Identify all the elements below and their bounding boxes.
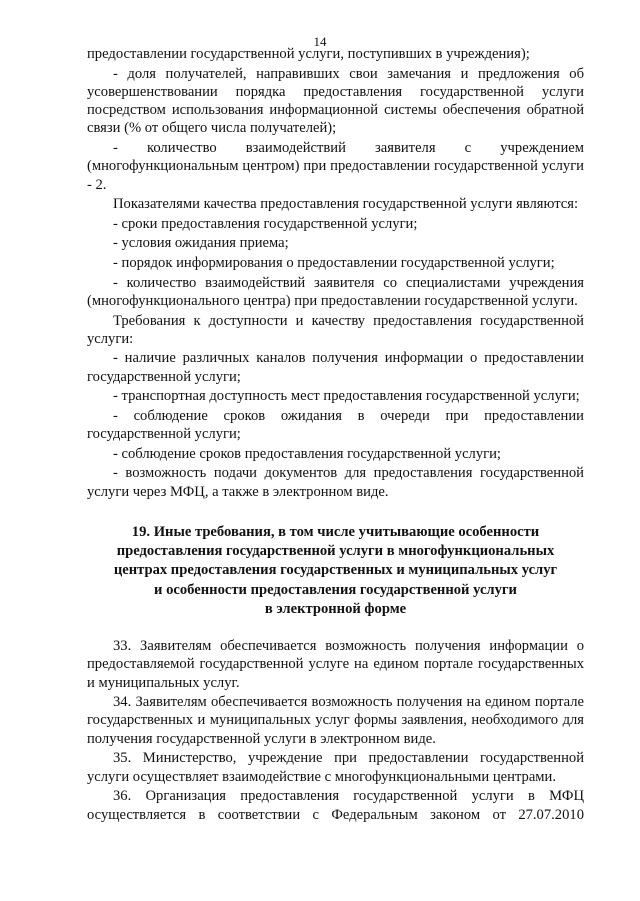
list-item-queue: - соблюдение сроков ожидания в очереди при предоставлении государственной услуги;: [87, 407, 584, 443]
document-body: [87, 45, 584, 825]
heading-line: предоставления государственной услуги в многофункциональных: [116, 543, 555, 560]
list-item-informing: - порядок информирования о предоставлении государственной услуги;: [113, 255, 555, 272]
section-heading: [87, 523, 584, 619]
page-number: 14: [313, 34, 327, 49]
list-item-deadlines: - сроки предоставления государственной услуги;: [113, 215, 418, 232]
heading-line: в электронной форме: [264, 600, 407, 617]
paragraph-quality-intro: Показателями качества предоставления государственной услуги являются:: [113, 196, 579, 213]
list-item-specialist-interactions: - количество взаимодействий заявителя со специалистами учреждения (многофункционального центра) при предоставлении государственной услуги.: [87, 274, 584, 309]
paragraph-interaction-count: - количество взаимодействий заявителя с учреждением (многофункциональным центром) при предоставлении государственной услуги - 2.: [87, 140, 584, 193]
paragraph-accessibility-intro: Требования к доступности и качеству предоставления государственной услуги:: [87, 312, 584, 347]
paragraph-feedback-share: - доля получателей, направивших свои замечания и предложения об усовершенствовании порядка предоставления государственной услуги посредством использования информационной системы обеспечения обратной связи (% от общего числа получателей);: [87, 65, 584, 137]
list-item-submission: - возможность подачи документов для предоставления государственной услуги через МФЦ, а также в электронном виде.: [87, 465, 584, 500]
paragraph-34: 34. Заявителям обеспечивается возможность получения на едином портале государственных и муниципальных услуг формы заявления, необходимого для получения государственной услуги в электронном виде.: [87, 694, 584, 747]
paragraph-33: 33. Заявителям обеспечивается возможность получения информации о предоставляемой государственной услуге на едином портале государственных и муниципальных услуг.: [87, 638, 584, 691]
list-item-terms: - соблюдение сроков предоставления государственной услуги;: [113, 445, 501, 462]
heading-line: и особенности предоставления государственной услуги: [154, 581, 517, 598]
paragraph-36: 36. Организация предоставления государственной услуги в МФЦ осуществляется в соответствии с Федеральным законом от 27.07.2010: [87, 788, 584, 823]
list-item-channels: - наличие различных каналов получения информации о предоставлении государственной услуги;: [87, 350, 584, 385]
list-item-waiting: - условия ожидания приема;: [113, 235, 289, 252]
heading-line: центрах предоставления государственных и муниципальных услуг: [113, 562, 558, 579]
paragraph-35: 35. Министерство, учреждение при предоставлении государственной услуги осуществляет взаимодействие с многофункциональными центрами.: [87, 750, 584, 785]
list-item-transport: - транспортная доступность мест предоставления государственной услуги;: [113, 388, 580, 405]
paragraph-continuation: предоставлении государственной услуги, поступивших в учреждения);: [87, 46, 530, 62]
heading-line: 19. Иные требования, в том числе учитывающие особенности: [131, 523, 540, 540]
